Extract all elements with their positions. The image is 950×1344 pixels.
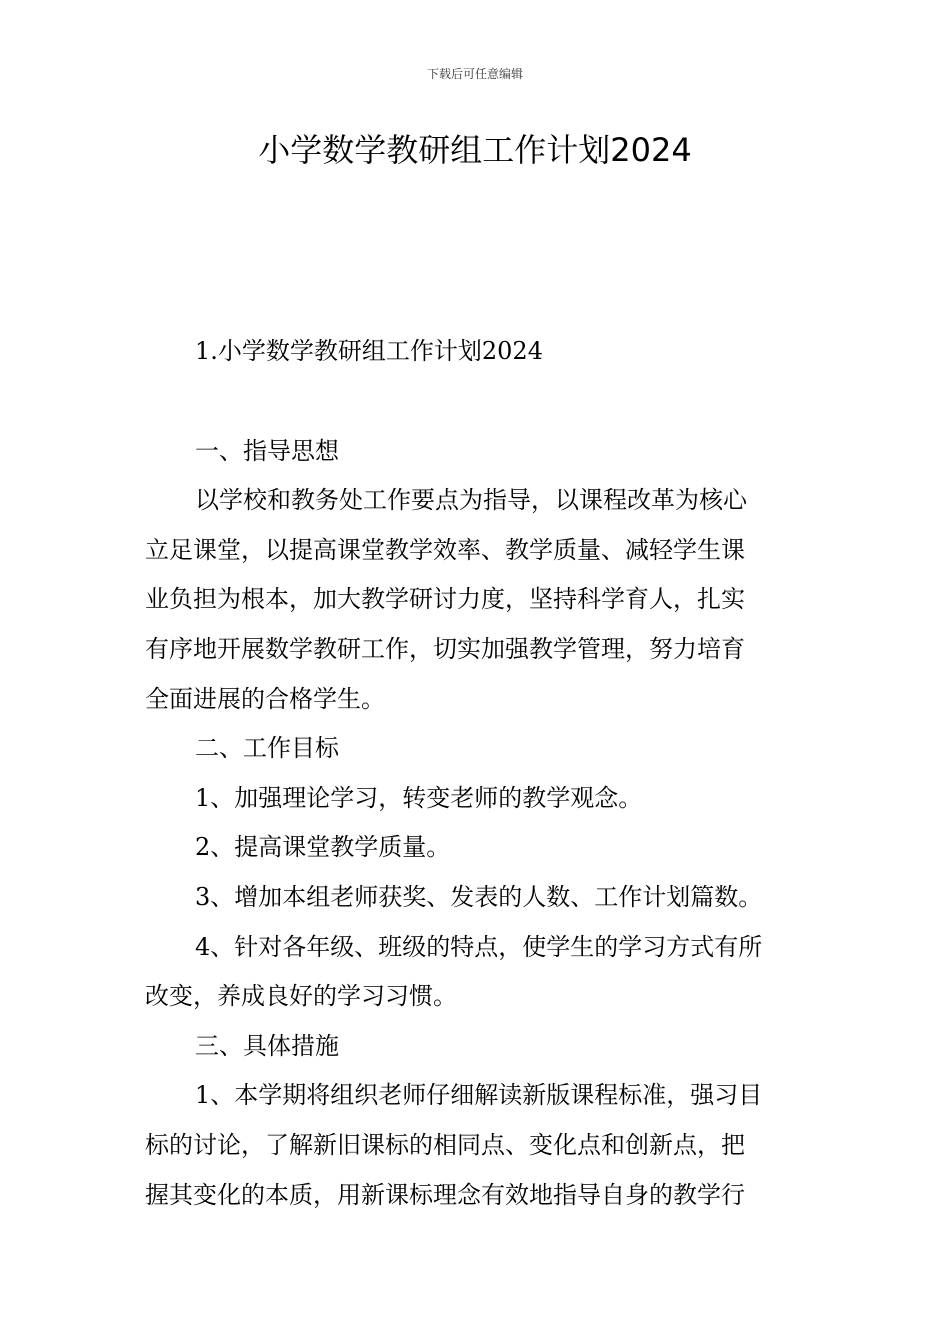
paragraph-line: 立足课堂，以提高课堂教学效率、教学质量、减轻学生课 <box>145 535 745 564</box>
section-heading-work-goals: 二、工作目标 <box>195 734 339 763</box>
header-note: 下载后可任意编辑 <box>426 67 523 81</box>
list-item: 2、提高课堂教学质量。 <box>195 833 451 862</box>
list-item: 4、针对各年级、班级的特点，使学生的学习方式有所 <box>195 932 763 961</box>
spacer <box>145 377 810 427</box>
list-item: 3、增加本组老师获奖、发表的人数、工作计划篇数。 <box>195 882 763 911</box>
section-heading-specific-measures: 三、具体措施 <box>195 1031 339 1060</box>
list-item-continuation: 改变，养成良好的学习习惯。 <box>145 982 457 1011</box>
list-item-continuation: 握其变化的本质，用新课标理念有效地指导自身的教学行 <box>145 1180 745 1209</box>
subtitle: 1.小学数学教研组工作计划2024 <box>195 337 543 365</box>
paragraph-line: 业负担为根本，加大教学研讨力度，坚持科学育人，扎实 <box>145 585 745 614</box>
list-item: 1、本学期将组织老师仔细解读新版课程标准，强习目 <box>195 1081 763 1110</box>
paragraph-line: 有序地开展数学教研工作，切实加强教学管理，努力培育 <box>145 634 745 663</box>
paragraph-line: 全面进展的合格学生。 <box>145 684 385 713</box>
section-heading-guiding-ideology: 一、指导思想 <box>195 436 339 465</box>
document-title: 小学数学教研组工作计划2024 <box>258 131 692 169</box>
list-item-continuation: 标的讨论，了解新旧课标的相同点、变化点和创新点，把 <box>145 1130 745 1159</box>
document-body <box>145 327 810 1220</box>
list-item: 1、加强理论学习，转变老师的教学观念。 <box>195 783 643 812</box>
paragraph-line: 以学校和教务处工作要点为指导，以课程改革为核心 <box>195 486 747 515</box>
